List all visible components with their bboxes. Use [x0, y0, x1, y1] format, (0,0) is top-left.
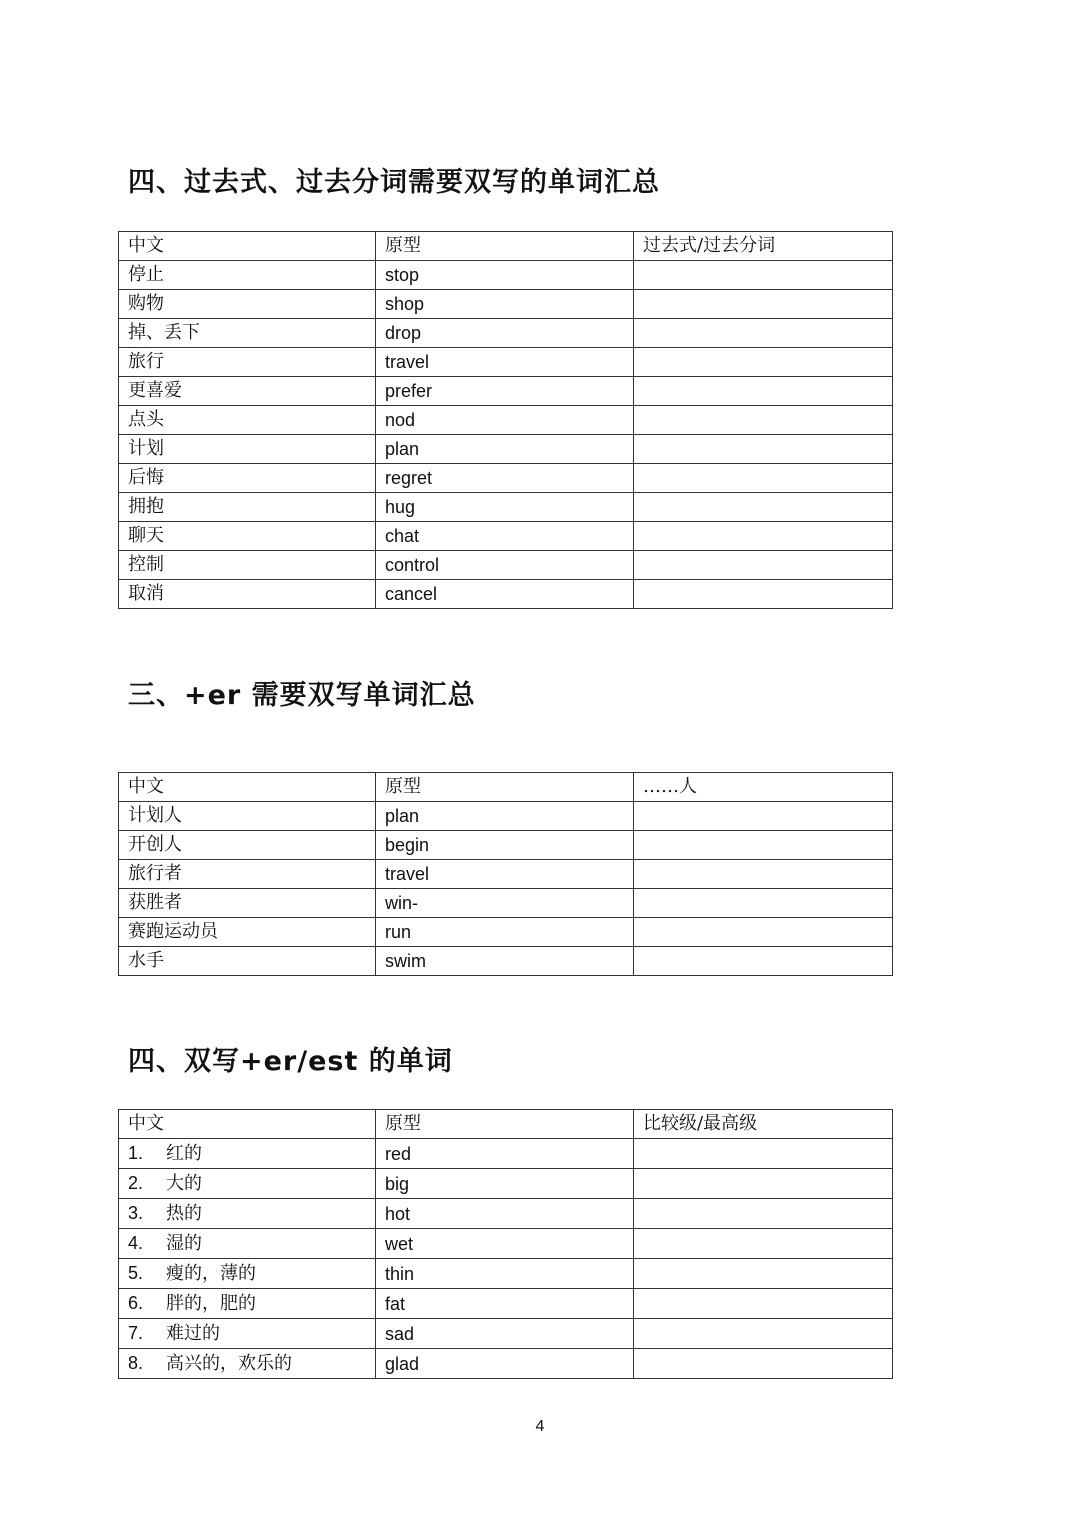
section-title-past-tense: 四、过去式、过去分词需要双写的单词汇总 [128, 167, 660, 198]
answer-cell[interactable] [634, 522, 893, 551]
base-form-cell: plan [376, 802, 634, 831]
answer-cell[interactable] [634, 1289, 893, 1319]
table-row [119, 464, 893, 493]
table-row [119, 1139, 893, 1169]
chinese-cell: 更喜爱 [119, 377, 376, 406]
answer-cell[interactable] [634, 802, 893, 831]
answer-cell[interactable] [634, 551, 893, 580]
answer-cell[interactable] [634, 1349, 893, 1379]
chinese-cell: 拥抱 [119, 493, 376, 522]
section-title-er-suffix: 三、+er 需要双写单词汇总 [128, 680, 476, 711]
er-suffix-table [118, 772, 893, 976]
table-header-row [119, 1110, 893, 1139]
table-row [119, 1229, 893, 1259]
answer-cell[interactable] [634, 1229, 893, 1259]
chinese-cell: 购物 [119, 290, 376, 319]
chinese-cell [119, 1169, 376, 1199]
chinese-cell [119, 1139, 376, 1169]
answer-cell[interactable] [634, 290, 893, 319]
chinese-word: 胖的，肥的 [166, 1293, 256, 1314]
base-form-cell: glad [376, 1349, 634, 1379]
table-row [119, 1319, 893, 1349]
table-row [119, 551, 893, 580]
chinese-cell: 水手 [119, 947, 376, 976]
table-row [119, 918, 893, 947]
base-form-cell: swim [376, 947, 634, 976]
chinese-cell: 取消 [119, 580, 376, 609]
chinese-cell: 开创人 [119, 831, 376, 860]
base-form-cell: win- [376, 889, 634, 918]
column-header: 中文 [119, 773, 376, 802]
chinese-word: 红的 [166, 1143, 202, 1164]
answer-cell[interactable] [634, 319, 893, 348]
base-form-cell: nod [376, 406, 634, 435]
column-header: 过去式/过去分词 [634, 232, 893, 261]
chinese-cell: 获胜者 [119, 889, 376, 918]
chinese-cell: 控制 [119, 551, 376, 580]
base-form-cell: hug [376, 493, 634, 522]
base-form-cell: begin [376, 831, 634, 860]
chinese-cell [119, 1199, 376, 1229]
table-row [119, 1199, 893, 1229]
base-form-cell: drop [376, 319, 634, 348]
base-form-cell: prefer [376, 377, 634, 406]
table-row [119, 1349, 893, 1379]
chinese-cell: 停止 [119, 261, 376, 290]
answer-cell[interactable] [634, 889, 893, 918]
answer-cell[interactable] [634, 860, 893, 889]
table-row [119, 1169, 893, 1199]
chinese-cell: 计划人 [119, 802, 376, 831]
base-form-cell: chat [376, 522, 634, 551]
item-number: 3. [128, 1203, 144, 1223]
item-number: 1. [128, 1143, 144, 1163]
answer-cell[interactable] [634, 831, 893, 860]
table-row [119, 348, 893, 377]
base-form-cell: regret [376, 464, 634, 493]
chinese-word: 大的 [166, 1173, 202, 1194]
chinese-cell [119, 1259, 376, 1289]
table-row [119, 802, 893, 831]
chinese-cell: 旅行者 [119, 860, 376, 889]
item-number: 4. [128, 1233, 144, 1253]
column-header: 原型 [376, 773, 634, 802]
answer-cell[interactable] [634, 580, 893, 609]
table-row [119, 522, 893, 551]
answer-cell[interactable] [634, 348, 893, 377]
answer-cell[interactable] [634, 261, 893, 290]
chinese-word: 难过的 [166, 1323, 220, 1344]
answer-cell[interactable] [634, 1259, 893, 1289]
chinese-cell [119, 1349, 376, 1379]
chinese-cell: 掉、丢下 [119, 319, 376, 348]
column-header: 原型 [376, 1110, 634, 1139]
item-number: 7. [128, 1323, 144, 1343]
table-row [119, 1259, 893, 1289]
base-form-cell: fat [376, 1289, 634, 1319]
comparatives-table [118, 1109, 893, 1379]
base-form-cell: travel [376, 860, 634, 889]
answer-cell[interactable] [634, 435, 893, 464]
table-row [119, 889, 893, 918]
chinese-word: 热的 [166, 1203, 202, 1224]
column-header: 比较级/最高级 [634, 1110, 893, 1139]
base-form-cell: wet [376, 1229, 634, 1259]
table-row [119, 1289, 893, 1319]
past-tense-table [118, 231, 893, 609]
table-row [119, 580, 893, 609]
base-form-cell: stop [376, 261, 634, 290]
answer-cell[interactable] [634, 377, 893, 406]
chinese-cell: 点头 [119, 406, 376, 435]
answer-cell[interactable] [634, 1319, 893, 1349]
table-row [119, 493, 893, 522]
base-form-cell: hot [376, 1199, 634, 1229]
section-title-comparatives: 四、双写+er/est 的单词 [128, 1046, 453, 1077]
base-form-cell: control [376, 551, 634, 580]
table-row [119, 406, 893, 435]
base-form-cell: big [376, 1169, 634, 1199]
item-number: 6. [128, 1293, 144, 1313]
base-form-cell: thin [376, 1259, 634, 1289]
column-header: 中文 [119, 232, 376, 261]
answer-cell[interactable] [634, 918, 893, 947]
chinese-cell: 旅行 [119, 348, 376, 377]
answer-cell[interactable] [634, 1139, 893, 1169]
item-number: 2. [128, 1173, 144, 1193]
chinese-cell: 赛跑运动员 [119, 918, 376, 947]
item-number: 5. [128, 1263, 144, 1283]
chinese-cell [119, 1289, 376, 1319]
chinese-cell: 聊天 [119, 522, 376, 551]
chinese-word: 高兴的，欢乐的 [166, 1353, 292, 1374]
chinese-cell: 后悔 [119, 464, 376, 493]
answer-cell[interactable] [634, 406, 893, 435]
table-row [119, 831, 893, 860]
answer-cell[interactable] [634, 1199, 893, 1229]
base-form-cell: cancel [376, 580, 634, 609]
base-form-cell: run [376, 918, 634, 947]
table-row [119, 261, 893, 290]
table-row [119, 947, 893, 976]
answer-cell[interactable] [634, 1169, 893, 1199]
chinese-word: 瘦的，薄的 [166, 1263, 256, 1284]
column-header: 中文 [119, 1110, 376, 1139]
page-number: 4 [535, 1418, 545, 1435]
table-row [119, 290, 893, 319]
chinese-cell [119, 1229, 376, 1259]
base-form-cell: red [376, 1139, 634, 1169]
column-header: 原型 [376, 232, 634, 261]
base-form-cell: plan [376, 435, 634, 464]
chinese-cell [119, 1319, 376, 1349]
chinese-cell: 计划 [119, 435, 376, 464]
answer-cell[interactable] [634, 947, 893, 976]
table-row [119, 377, 893, 406]
table-row [119, 860, 893, 889]
table-row [119, 435, 893, 464]
answer-cell[interactable] [634, 493, 893, 522]
base-form-cell: sad [376, 1319, 634, 1349]
table-header-row [119, 232, 893, 261]
table-header-row [119, 773, 893, 802]
answer-cell[interactable] [634, 464, 893, 493]
base-form-cell: travel [376, 348, 634, 377]
column-header: ……人 [634, 773, 893, 802]
table-row [119, 319, 893, 348]
item-number: 8. [128, 1353, 144, 1373]
base-form-cell: shop [376, 290, 634, 319]
chinese-word: 湿的 [166, 1233, 202, 1254]
